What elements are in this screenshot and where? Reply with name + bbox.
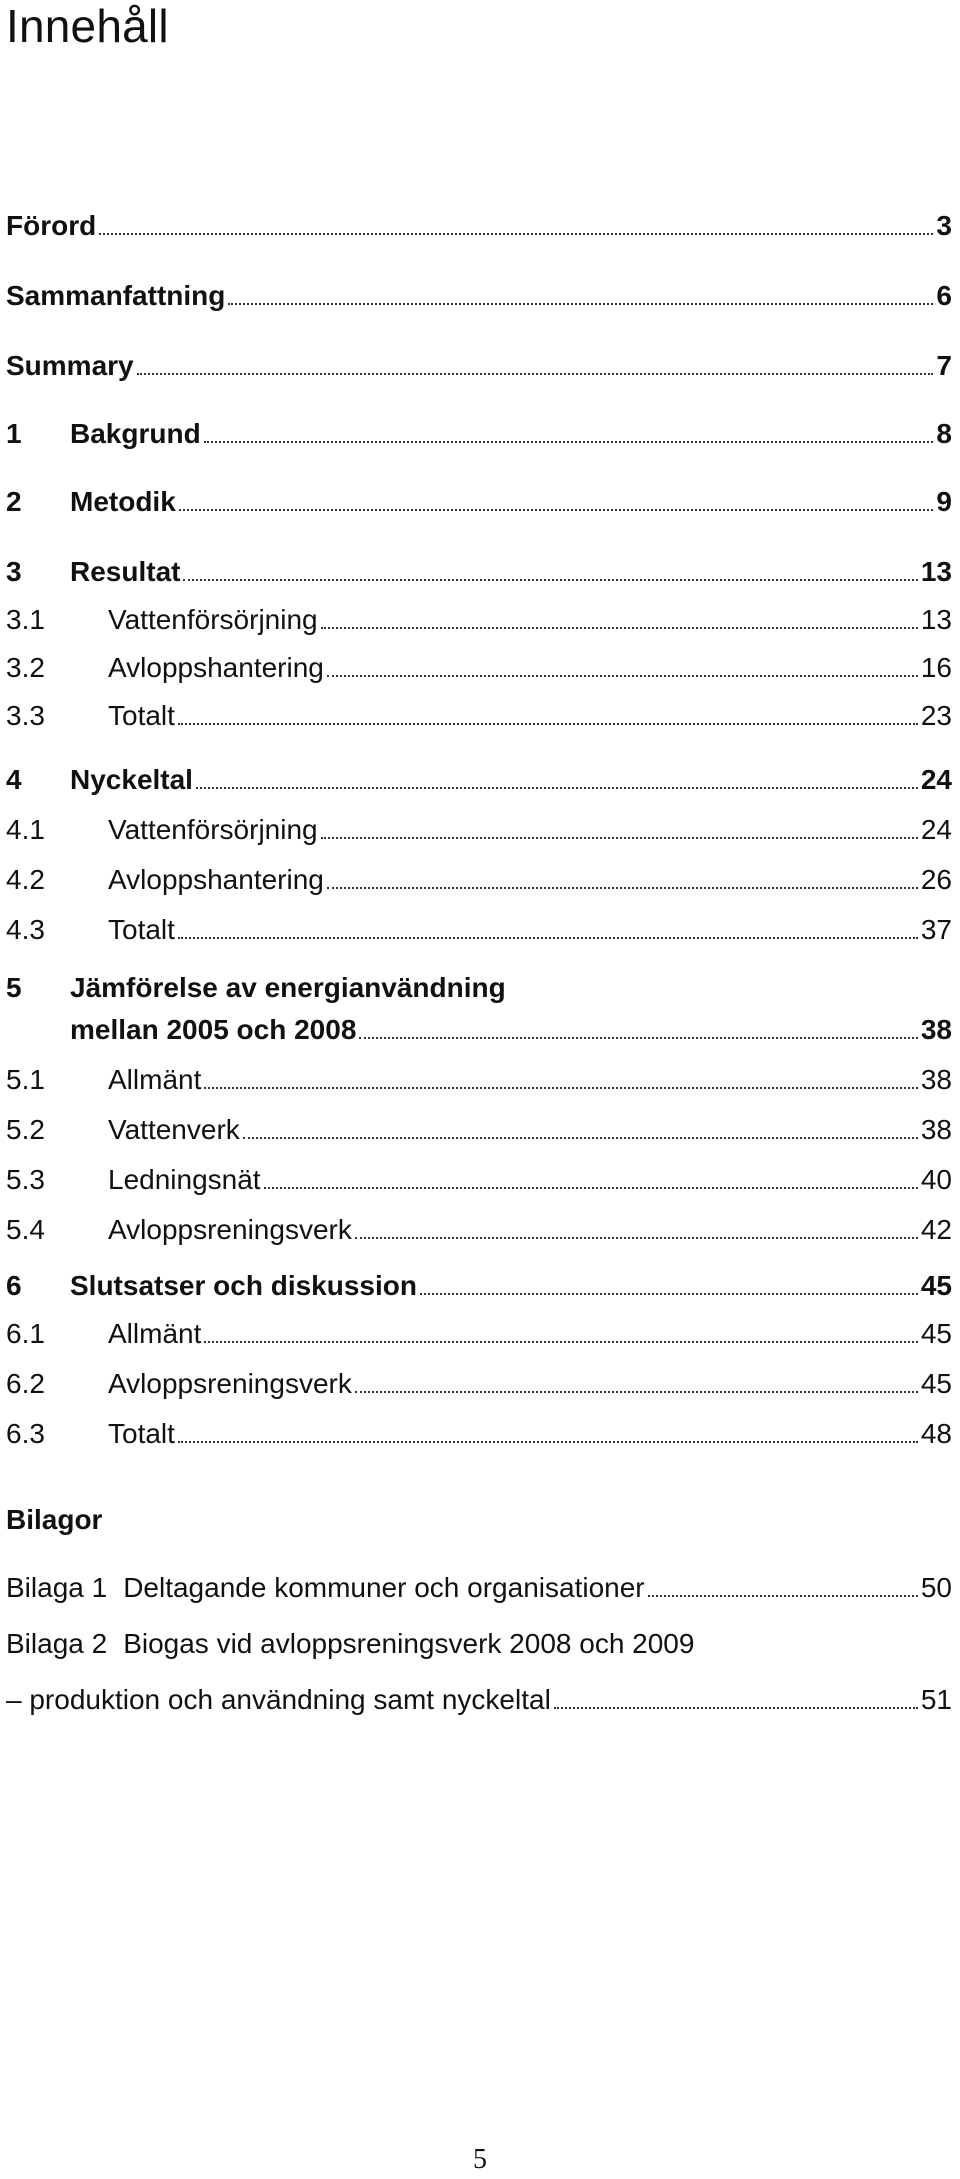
page-number: 5 [473, 2144, 487, 2175]
toc-entry-page: 24 [920, 814, 952, 845]
dot-leader [327, 887, 918, 889]
toc-entry-1[interactable] [6, 414, 952, 452]
toc-entry-number: 5.2 [6, 1114, 45, 1145]
toc-entry-summary[interactable] [6, 346, 952, 384]
toc-entry-label: Slutsatser och diskussion [70, 1270, 417, 1301]
toc-entry-page: 38 [920, 1064, 952, 1095]
toc-entry-label: Avloppsreningsverk [108, 1368, 352, 1399]
toc-entry-6-2[interactable] [6, 1364, 952, 1402]
dot-leader [355, 1391, 918, 1393]
toc-entry-bilaga-2[interactable] [6, 1680, 952, 1718]
toc-entry-page: 50 [920, 1572, 952, 1603]
toc-entry-6[interactable] [6, 1266, 952, 1304]
dot-leader [355, 1237, 918, 1239]
toc-entry-5-number: 5 [6, 972, 22, 1003]
toc-entry-page: 24 [920, 764, 952, 795]
toc-entry-label: Deltagande kommuner och organisationer [123, 1572, 645, 1603]
dot-leader [554, 1707, 918, 1709]
toc-entry-page: 8 [936, 418, 952, 449]
toc-entry-bilaga-2-line1 [6, 1624, 952, 1662]
toc-entry-page: 40 [920, 1164, 952, 1195]
toc-entry-label: Förord [6, 210, 97, 241]
toc-entry-number: 3.1 [6, 604, 45, 635]
toc-entry-page: 6 [936, 280, 952, 311]
toc-entry-page: 3 [936, 210, 952, 241]
toc-entry-5[interactable] [70, 1010, 952, 1048]
toc-entry-4-2[interactable] [6, 860, 952, 898]
toc-entry-number: 6.3 [6, 1418, 45, 1449]
toc-entry-page: 7 [936, 350, 952, 381]
toc-entry-3-2[interactable] [6, 648, 952, 686]
toc-entry-number: 3.3 [6, 700, 45, 731]
toc-entry-label: Totalt [108, 914, 175, 945]
toc-entry-4-1[interactable] [6, 810, 952, 848]
toc-entry-3-3[interactable] [6, 696, 952, 734]
toc-entry-label: Vattenförsörjning [108, 604, 318, 635]
dot-leader [321, 627, 918, 629]
toc-entry-label: Metodik [70, 486, 176, 517]
toc-entry-label: Vattenverk [108, 1114, 240, 1145]
toc-entry-5-2[interactable] [6, 1110, 952, 1148]
dot-leader [183, 579, 917, 581]
dot-leader [137, 373, 934, 375]
toc-entry-3-1[interactable] [6, 600, 952, 638]
toc-entry-6-1[interactable] [6, 1314, 952, 1352]
toc-entry-forord[interactable] [6, 206, 952, 244]
toc-entry-label: mellan 2005 och 2008 [70, 1014, 357, 1045]
toc-entry-number: 3 [6, 556, 22, 587]
toc-entry-page: 45 [920, 1368, 952, 1399]
toc-entry-number: 2 [6, 486, 22, 517]
toc-entry-number: 5.1 [6, 1064, 45, 1095]
dot-leader [204, 1087, 917, 1089]
toc-entry-label: Bakgrund [70, 418, 201, 449]
dot-leader [648, 1595, 918, 1597]
toc-entry-page: 26 [920, 864, 952, 895]
dot-leader [179, 509, 934, 511]
dot-leader [321, 837, 918, 839]
toc-entry-label: Avloppsreningsverk [108, 1214, 352, 1245]
toc-entry-number: Bilaga 1 [6, 1572, 108, 1603]
toc-entry-label: Biogas vid avloppsreningsverk 2008 och 2009 [123, 1628, 695, 1659]
bilagor-heading: Bilagor [6, 1504, 103, 1535]
toc-entry-number: 6.2 [6, 1368, 45, 1399]
dot-leader [178, 723, 918, 725]
toc-entry-label: Avloppshantering [108, 652, 324, 683]
toc-entry-label: Vattenförsörjning [108, 814, 318, 845]
toc-entry-5-4[interactable] [6, 1210, 952, 1248]
toc-entry-page: 42 [920, 1214, 952, 1245]
toc-entry-page: 37 [920, 914, 952, 945]
toc-entry-label: Allmänt [108, 1064, 202, 1095]
dot-leader [99, 233, 933, 235]
toc-entry-label: Nyckeltal [70, 764, 193, 795]
toc-entry-number: 6.1 [6, 1318, 45, 1349]
dot-leader [327, 675, 918, 677]
toc-entry-bilaga-1[interactable] [6, 1568, 952, 1606]
toc-entry-page: 45 [920, 1270, 952, 1301]
toc-entry-page: 13 [920, 604, 952, 635]
page-title: Innehåll [6, 0, 169, 52]
dot-leader [178, 937, 918, 939]
toc-entry-label: Totalt [108, 1418, 175, 1449]
toc-entry-label: Allmänt [108, 1318, 202, 1349]
dot-leader [359, 1037, 917, 1039]
toc-entry-2[interactable] [6, 482, 952, 520]
toc-entry-label: Ledningsnät [108, 1164, 261, 1195]
toc-entry-number: 4 [6, 764, 22, 795]
toc-entry-number: 5.3 [6, 1164, 45, 1195]
toc-entry-label: Summary [6, 350, 134, 381]
toc-entry-4[interactable] [6, 760, 952, 798]
toc-entry-5-3[interactable] [6, 1160, 952, 1198]
toc-entry-page: 51 [920, 1684, 952, 1715]
toc-entry-label: Sammanfattning [6, 280, 226, 311]
dot-leader [178, 1441, 918, 1443]
toc-entry-page: 45 [920, 1318, 952, 1349]
toc-entry-page: 16 [920, 652, 952, 683]
toc-entry-label: Totalt [108, 700, 175, 731]
toc-entry-page: 38 [920, 1014, 952, 1045]
toc-entry-number: 6 [6, 1270, 22, 1301]
toc-entry-number: 4.1 [6, 814, 45, 845]
dot-leader [196, 787, 918, 789]
dot-leader [243, 1137, 918, 1139]
toc-entry-sammanfattning[interactable] [6, 276, 952, 314]
toc-entry-label: Avloppshantering [108, 864, 324, 895]
dot-leader [228, 303, 933, 305]
toc-entry-page: 48 [920, 1418, 952, 1449]
toc-entry-number: Bilaga 2 [6, 1628, 108, 1659]
toc-entry-5-1[interactable] [6, 1060, 952, 1098]
toc-entry-3[interactable] [6, 552, 952, 590]
toc-entry-page: 13 [920, 556, 952, 587]
toc-entry-label: – produktion och användning samt nyckeltal [6, 1684, 551, 1715]
toc-entry-number: 4.2 [6, 864, 45, 895]
dot-leader [264, 1187, 918, 1189]
toc-entry-4-3[interactable] [6, 910, 952, 948]
dot-leader [204, 1341, 917, 1343]
toc-entry-page: 23 [920, 700, 952, 731]
dot-leader [420, 1293, 918, 1295]
toc-entry-5-label-line1: Jämförelse av energianvändning [70, 972, 506, 1003]
toc-entry-number: 5.4 [6, 1214, 45, 1245]
dot-leader [204, 441, 934, 443]
toc-entry-number: 4.3 [6, 914, 45, 945]
toc-entry-label: Resultat [70, 556, 181, 587]
toc-entry-page: 9 [936, 486, 952, 517]
toc-entry-number: 1 [6, 418, 22, 449]
toc-entry-number: 3.2 [6, 652, 45, 683]
toc-entry-6-3[interactable] [6, 1414, 952, 1452]
toc-entry-page: 38 [920, 1114, 952, 1145]
